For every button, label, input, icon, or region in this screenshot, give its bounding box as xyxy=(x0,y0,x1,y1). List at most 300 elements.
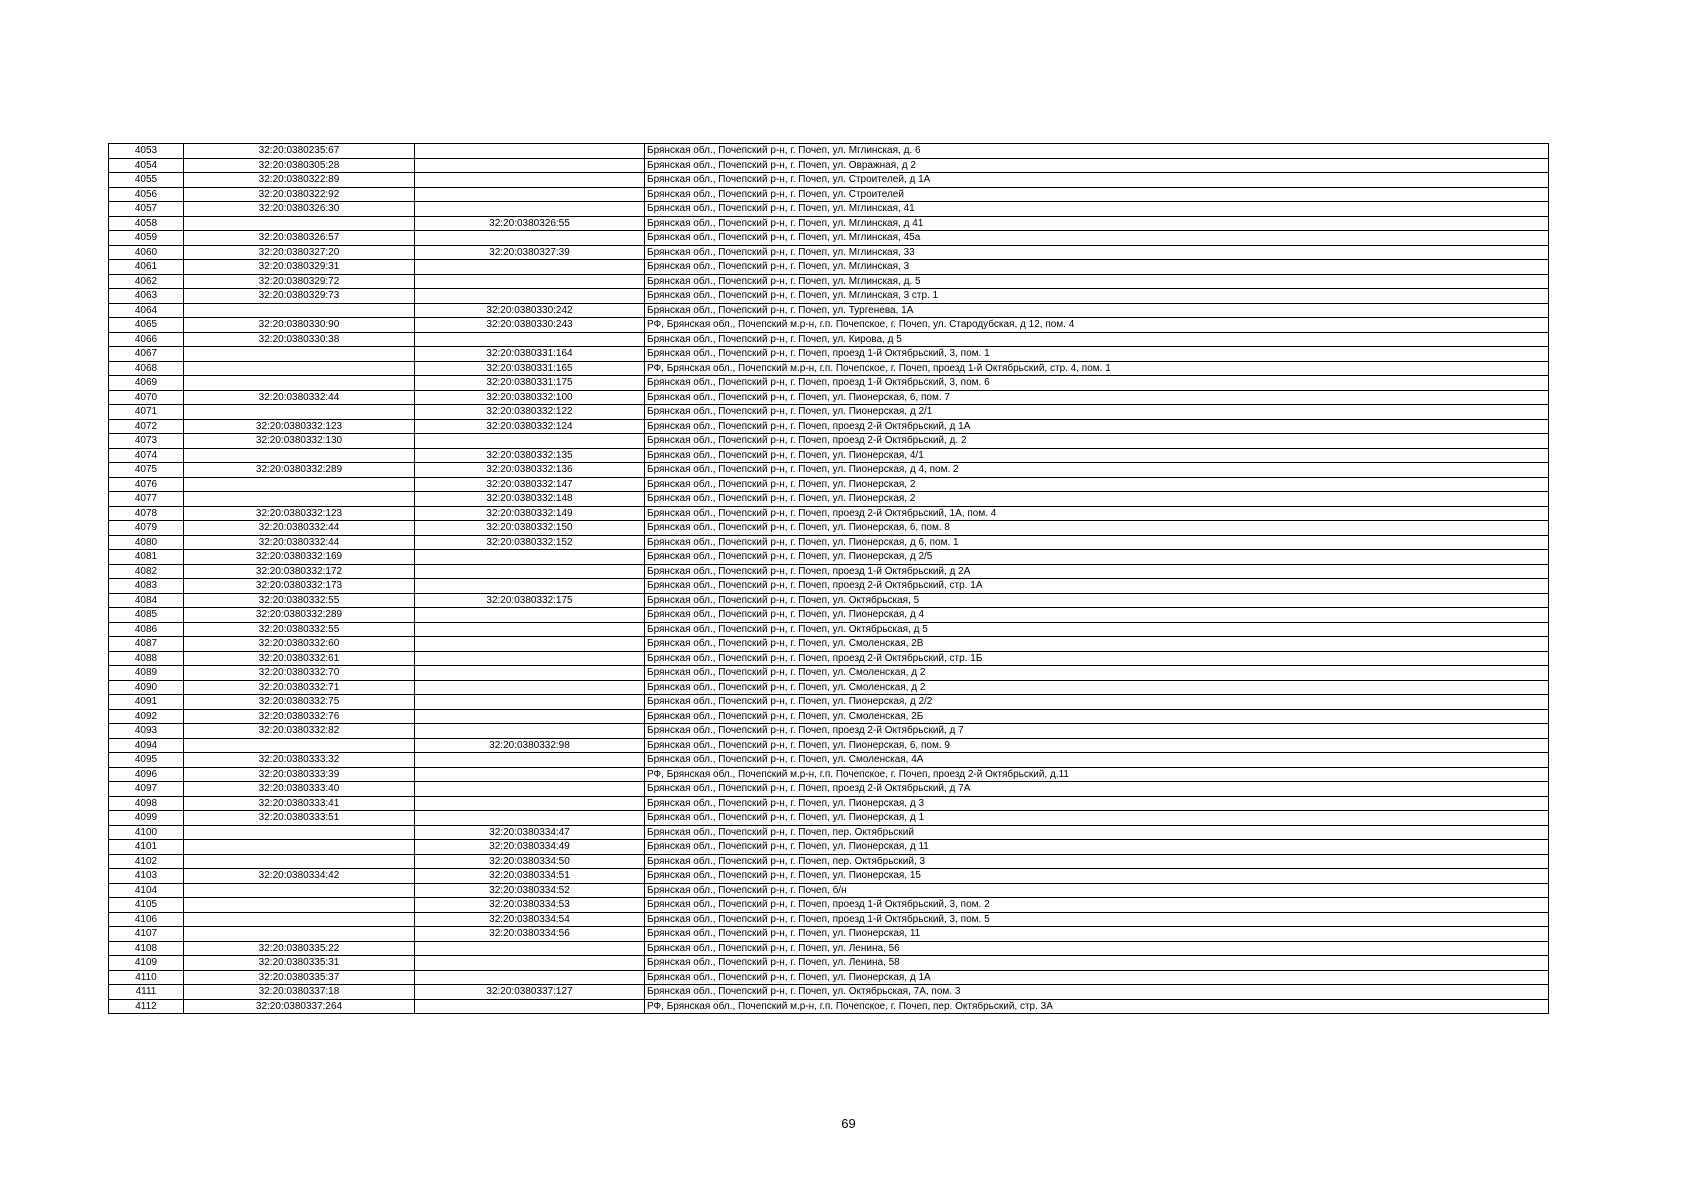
object-cadastral-number-cell: 32:20:0380334:52 xyxy=(415,883,645,898)
address-cell: Брянская обл., Почепский р-н, г. Почеп, проезд 1-й Октябрьский, д 2А xyxy=(645,564,1549,579)
row-number-cell: 4070 xyxy=(109,390,184,405)
address-cell: Брянская обл., Почепский р-н, г. Почеп, ул. Кирова, д 5 xyxy=(645,332,1549,347)
object-cadastral-number-cell xyxy=(415,666,645,681)
row-number-cell: 4054 xyxy=(109,158,184,173)
object-cadastral-number-cell: 32:20:0380332:149 xyxy=(415,506,645,521)
cadastral-number-cell: 32:20:0380332:55 xyxy=(184,593,415,608)
object-cadastral-number-cell: 32:20:0380332:135 xyxy=(415,448,645,463)
cadastral-number-cell: 32:20:0380329:31 xyxy=(184,260,415,275)
cadastral-number-cell xyxy=(184,448,415,463)
address-cell: Брянская обл., Почепский р-н, г. Почеп, ул. Мглинская, д. 6 xyxy=(645,144,1549,159)
address-cell: Брянская обл., Почепский р-н, г. Почеп, ул. Пионерская, д 1 xyxy=(645,811,1549,826)
table-row xyxy=(109,941,1549,956)
table-row xyxy=(109,767,1549,782)
object-cadastral-number-cell: 32:20:0380334:50 xyxy=(415,854,645,869)
address-cell: Брянская обл., Почепский р-н, г. Почеп, ул. Пионерская, 11 xyxy=(645,927,1549,942)
object-cadastral-number-cell: 32:20:0380332:136 xyxy=(415,463,645,478)
row-number-cell: 4053 xyxy=(109,144,184,159)
object-cadastral-number-cell xyxy=(415,811,645,826)
object-cadastral-number-cell xyxy=(415,202,645,217)
cadastral-number-cell xyxy=(184,477,415,492)
address-cell: Брянская обл., Почепский р-н, г. Почеп, ул. Мглинская, 33 xyxy=(645,245,1549,260)
table-row xyxy=(109,376,1549,391)
table-row xyxy=(109,782,1549,797)
row-number-cell: 4066 xyxy=(109,332,184,347)
object-cadastral-number-cell xyxy=(415,709,645,724)
address-cell: Брянская обл., Почепский р-н, г. Почеп, ул. Мглинская, 41 xyxy=(645,202,1549,217)
address-cell: Брянская обл., Почепский р-н, г. Почеп, проезд 2-й Октябрьский, стр. 1Б xyxy=(645,651,1549,666)
row-number-cell: 4061 xyxy=(109,260,184,275)
object-cadastral-number-cell xyxy=(415,260,645,275)
cadastral-number-cell: 32:20:0380332:60 xyxy=(184,637,415,652)
row-number-cell: 4087 xyxy=(109,637,184,652)
table-row xyxy=(109,680,1549,695)
table-row xyxy=(109,956,1549,971)
table-row xyxy=(109,144,1549,159)
row-number-cell: 4088 xyxy=(109,651,184,666)
table-row xyxy=(109,753,1549,768)
row-number-cell: 4093 xyxy=(109,724,184,739)
address-cell: Брянская обл., Почепский р-н, г. Почеп, ул. Овражная, д 2 xyxy=(645,158,1549,173)
table-row xyxy=(109,970,1549,985)
cadastral-number-cell: 32:20:0380335:22 xyxy=(184,941,415,956)
row-number-cell: 4103 xyxy=(109,869,184,884)
cadastral-number-cell: 32:20:0380333:41 xyxy=(184,796,415,811)
row-number-cell: 4102 xyxy=(109,854,184,869)
table-row xyxy=(109,173,1549,188)
row-number-cell: 4063 xyxy=(109,289,184,304)
address-cell: Брянская обл., Почепский р-н, г. Почеп, ул. Ленина, 58 xyxy=(645,956,1549,971)
object-cadastral-number-cell: 32:20:0380332:122 xyxy=(415,405,645,420)
row-number-cell: 4068 xyxy=(109,361,184,376)
address-cell: Брянская обл., Почепский р-н, г. Почеп, проезд 2-й Октябрьский, д 1А xyxy=(645,419,1549,434)
row-number-cell: 4108 xyxy=(109,941,184,956)
table-row xyxy=(109,637,1549,652)
cadastral-number-cell: 32:20:0380333:39 xyxy=(184,767,415,782)
object-cadastral-number-cell xyxy=(415,332,645,347)
object-cadastral-number-cell xyxy=(415,550,645,565)
address-cell: РФ, Брянская обл., Почепский м.р-н, г.п. Почепское, г. Почеп, ул. Стародубская, д 12, пом. 4 xyxy=(645,318,1549,333)
address-cell: Брянская обл., Почепский р-н, г. Почеп, ул. Пионерская, д 1А xyxy=(645,970,1549,985)
object-cadastral-number-cell xyxy=(415,767,645,782)
cadastral-number-cell xyxy=(184,405,415,420)
address-cell: Брянская обл., Почепский р-н, г. Почеп, ул. Мглинская, 3 стр. 1 xyxy=(645,289,1549,304)
table-row xyxy=(109,521,1549,536)
row-number-cell: 4098 xyxy=(109,796,184,811)
cadastral-number-cell: 32:20:0380332:82 xyxy=(184,724,415,739)
object-cadastral-number-cell: 32:20:0380326:55 xyxy=(415,216,645,231)
row-number-cell: 4080 xyxy=(109,535,184,550)
address-cell: Брянская обл., Почепский р-н, г. Почеп, ул. Пионерская, д 4 xyxy=(645,608,1549,623)
row-number-cell: 4069 xyxy=(109,376,184,391)
cadastral-number-cell: 32:20:0380330:38 xyxy=(184,332,415,347)
address-cell: Брянская обл., Почепский р-н, г. Почеп, ул. Мглинская, 45а xyxy=(645,231,1549,246)
table-row xyxy=(109,840,1549,855)
table-row xyxy=(109,260,1549,275)
cadastral-number-cell: 32:20:0380322:89 xyxy=(184,173,415,188)
table-row xyxy=(109,869,1549,884)
table-row xyxy=(109,434,1549,449)
table-row xyxy=(109,187,1549,202)
address-cell: Брянская обл., Почепский р-н, г. Почеп, ул. Пионерская, 6, пом. 9 xyxy=(645,738,1549,753)
cadastral-number-cell xyxy=(184,738,415,753)
table-row xyxy=(109,709,1549,724)
address-cell: Брянская обл., Почепский р-н, г. Почеп, ул. Пионерская, 6, пом. 8 xyxy=(645,521,1549,536)
address-cell: Брянская обл., Почепский р-н, г. Почеп, ул. Строителей, д 1А xyxy=(645,173,1549,188)
address-cell: Брянская обл., Почепский р-н, г. Почеп, ул. Мглинская, 3 xyxy=(645,260,1549,275)
table-row xyxy=(109,883,1549,898)
cadastral-number-cell xyxy=(184,303,415,318)
row-number-cell: 4055 xyxy=(109,173,184,188)
table-row xyxy=(109,303,1549,318)
address-cell: Брянская обл., Почепский р-н, г. Почеп, ул. Мглинская, д. 5 xyxy=(645,274,1549,289)
row-number-cell: 4062 xyxy=(109,274,184,289)
row-number-cell: 4092 xyxy=(109,709,184,724)
address-cell: Брянская обл., Почепский р-н, г. Почеп, ул. Пионерская, 6, пом. 7 xyxy=(645,390,1549,405)
table-row xyxy=(109,825,1549,840)
cadastral-number-cell: 32:20:0380332:61 xyxy=(184,651,415,666)
object-cadastral-number-cell xyxy=(415,187,645,202)
table-row xyxy=(109,695,1549,710)
table-row xyxy=(109,361,1549,376)
cadastral-number-cell xyxy=(184,492,415,507)
cadastral-number-cell: 32:20:0380332:44 xyxy=(184,521,415,536)
cadastral-number-cell: 32:20:0380330:90 xyxy=(184,318,415,333)
table-row xyxy=(109,405,1549,420)
table-row xyxy=(109,724,1549,739)
row-number-cell: 4058 xyxy=(109,216,184,231)
address-cell: Брянская обл., Почепский р-н, г. Почеп, ул. Октябрьская, 7А, пом. 3 xyxy=(645,985,1549,1000)
object-cadastral-number-cell xyxy=(415,970,645,985)
address-cell: Брянская обл., Почепский р-н, г. Почеп, ул. Тургенева, 1А xyxy=(645,303,1549,318)
address-cell: Брянская обл., Почепский р-н, г. Почеп, ул. Пионерская, д 4, пом. 2 xyxy=(645,463,1549,478)
table-row xyxy=(109,158,1549,173)
cadastral-number-cell xyxy=(184,376,415,391)
cadastral-number-cell xyxy=(184,898,415,913)
table-row xyxy=(109,448,1549,463)
table-row xyxy=(109,927,1549,942)
address-cell: РФ, Брянская обл., Почепский м.р-н, г.п. Почепское, г. Почеп, пер. Октябрьский, стр. 3А xyxy=(645,999,1549,1014)
row-number-cell: 4078 xyxy=(109,506,184,521)
row-number-cell: 4085 xyxy=(109,608,184,623)
address-cell: Брянская обл., Почепский р-н, г. Почеп, ул. Октябрьская, 5 xyxy=(645,593,1549,608)
cadastral-number-cell xyxy=(184,347,415,362)
object-cadastral-number-cell xyxy=(415,680,645,695)
table-row xyxy=(109,912,1549,927)
address-cell: Брянская обл., Почепский р-н, г. Почеп, проезд 1-й Октябрьский, 3, пом. 5 xyxy=(645,912,1549,927)
cadastral-number-cell xyxy=(184,361,415,376)
object-cadastral-number-cell xyxy=(415,956,645,971)
cadastral-number-cell: 32:20:0380329:73 xyxy=(184,289,415,304)
row-number-cell: 4079 xyxy=(109,521,184,536)
table-row xyxy=(109,666,1549,681)
cadastral-number-cell: 32:20:0380327:20 xyxy=(184,245,415,260)
object-cadastral-number-cell: 32:20:0380332:98 xyxy=(415,738,645,753)
address-cell: Брянская обл., Почепский р-н, г. Почеп, ул. Пионерская, 15 xyxy=(645,869,1549,884)
cadastral-number-cell: 32:20:0380332:289 xyxy=(184,608,415,623)
table-row xyxy=(109,332,1549,347)
table-row xyxy=(109,390,1549,405)
object-cadastral-number-cell xyxy=(415,724,645,739)
address-cell: Брянская обл., Почепский р-н, г. Почеп, проезд 2-й Октябрьский, 1А, пом. 4 xyxy=(645,506,1549,521)
cadastral-number-cell xyxy=(184,927,415,942)
object-cadastral-number-cell: 32:20:0380327:39 xyxy=(415,245,645,260)
table-row xyxy=(109,419,1549,434)
object-cadastral-number-cell: 32:20:0380332:148 xyxy=(415,492,645,507)
address-cell: Брянская обл., Почепский р-н, г. Почеп, ул. Ленина, 56 xyxy=(645,941,1549,956)
cadastral-number-cell: 32:20:0380333:32 xyxy=(184,753,415,768)
address-cell: Брянская обл., Почепский р-н, г. Почеп, ул. Пионерская, д 6, пом. 1 xyxy=(645,535,1549,550)
cadastral-number-cell: 32:20:0380332:289 xyxy=(184,463,415,478)
registry-table-body xyxy=(109,144,1549,1014)
table-row xyxy=(109,463,1549,478)
table-row xyxy=(109,477,1549,492)
cadastral-number-cell: 32:20:0380335:31 xyxy=(184,956,415,971)
object-cadastral-number-cell: 32:20:0380330:243 xyxy=(415,318,645,333)
row-number-cell: 4104 xyxy=(109,883,184,898)
address-cell: Брянская обл., Почепский р-н, г. Почеп, ул. Пионерская, д 2/2 xyxy=(645,695,1549,710)
object-cadastral-number-cell: 32:20:0380337:127 xyxy=(415,985,645,1000)
row-number-cell: 4084 xyxy=(109,593,184,608)
row-number-cell: 4073 xyxy=(109,434,184,449)
object-cadastral-number-cell xyxy=(415,622,645,637)
row-number-cell: 4101 xyxy=(109,840,184,855)
row-number-cell: 4076 xyxy=(109,477,184,492)
table-row xyxy=(109,318,1549,333)
object-cadastral-number-cell xyxy=(415,173,645,188)
object-cadastral-number-cell xyxy=(415,434,645,449)
cadastral-number-cell: 32:20:0380332:172 xyxy=(184,564,415,579)
row-number-cell: 4089 xyxy=(109,666,184,681)
registry-table xyxy=(108,143,1549,1014)
object-cadastral-number-cell xyxy=(415,289,645,304)
address-cell: РФ, Брянская обл., Почепский м.р-н, г.п. Почепское, г. Почеп, проезд 2-й Октябрьский, д.11 xyxy=(645,767,1549,782)
table-row xyxy=(109,492,1549,507)
table-row xyxy=(109,564,1549,579)
row-number-cell: 4077 xyxy=(109,492,184,507)
cadastral-number-cell: 32:20:0380334:42 xyxy=(184,869,415,884)
address-cell: Брянская обл., Почепский р-н, г. Почеп, ул. Пионерская, д 3 xyxy=(645,796,1549,811)
row-number-cell: 4112 xyxy=(109,999,184,1014)
table-row xyxy=(109,985,1549,1000)
cadastral-number-cell xyxy=(184,883,415,898)
table-row xyxy=(109,854,1549,869)
cadastral-number-cell: 32:20:0380335:37 xyxy=(184,970,415,985)
cadastral-number-cell: 32:20:0380305:28 xyxy=(184,158,415,173)
row-number-cell: 4074 xyxy=(109,448,184,463)
table-row xyxy=(109,651,1549,666)
cadastral-number-cell: 32:20:0380332:130 xyxy=(184,434,415,449)
cadastral-number-cell: 32:20:0380332:123 xyxy=(184,419,415,434)
address-cell: Брянская обл., Почепский р-н, г. Почеп, проезд 2-й Октябрьский, д. 2 xyxy=(645,434,1549,449)
object-cadastral-number-cell xyxy=(415,274,645,289)
address-cell: Брянская обл., Почепский р-н, г. Почеп, ул. Смоленская, 2В xyxy=(645,637,1549,652)
cadastral-number-cell: 32:20:0380332:55 xyxy=(184,622,415,637)
row-number-cell: 4095 xyxy=(109,753,184,768)
row-number-cell: 4110 xyxy=(109,970,184,985)
address-cell: Брянская обл., Почепский р-н, г. Почеп, ул. Строителей xyxy=(645,187,1549,202)
row-number-cell: 4072 xyxy=(109,419,184,434)
table-row xyxy=(109,550,1549,565)
table-row xyxy=(109,999,1549,1014)
object-cadastral-number-cell xyxy=(415,637,645,652)
address-cell: Брянская обл., Почепский р-н, г. Почеп, ул. Октябрьская, д 5 xyxy=(645,622,1549,637)
row-number-cell: 4097 xyxy=(109,782,184,797)
address-cell: Брянская обл., Почепский р-н, г. Почеп, ул. Мглинская, д 41 xyxy=(645,216,1549,231)
table-row xyxy=(109,506,1549,521)
table-row xyxy=(109,245,1549,260)
row-number-cell: 4057 xyxy=(109,202,184,217)
object-cadastral-number-cell xyxy=(415,796,645,811)
table-row xyxy=(109,608,1549,623)
object-cadastral-number-cell xyxy=(415,564,645,579)
row-number-cell: 4109 xyxy=(109,956,184,971)
object-cadastral-number-cell: 32:20:0380330:242 xyxy=(415,303,645,318)
table-row xyxy=(109,811,1549,826)
cadastral-number-cell: 32:20:0380332:123 xyxy=(184,506,415,521)
row-number-cell: 4096 xyxy=(109,767,184,782)
row-number-cell: 4086 xyxy=(109,622,184,637)
cadastral-number-cell xyxy=(184,825,415,840)
address-cell: Брянская обл., Почепский р-н, г. Почеп, ул. Пионерская, д 2/5 xyxy=(645,550,1549,565)
cadastral-number-cell: 32:20:0380332:173 xyxy=(184,579,415,594)
cadastral-number-cell: 32:20:0380332:169 xyxy=(184,550,415,565)
row-number-cell: 4064 xyxy=(109,303,184,318)
table-row xyxy=(109,593,1549,608)
table-row xyxy=(109,738,1549,753)
object-cadastral-number-cell: 32:20:0380332:100 xyxy=(415,390,645,405)
row-number-cell: 4065 xyxy=(109,318,184,333)
row-number-cell: 4090 xyxy=(109,680,184,695)
object-cadastral-number-cell: 32:20:0380332:150 xyxy=(415,521,645,536)
row-number-cell: 4099 xyxy=(109,811,184,826)
cadastral-number-cell: 32:20:0380333:51 xyxy=(184,811,415,826)
address-cell: Брянская обл., Почепский р-н, г. Почеп, проезд 2-й Октябрьский, д 7А xyxy=(645,782,1549,797)
table-row xyxy=(109,231,1549,246)
table-row xyxy=(109,579,1549,594)
cadastral-number-cell: 32:20:0380332:71 xyxy=(184,680,415,695)
address-cell: Брянская обл., Почепский р-н, г. Почеп, пер. Октябрьский xyxy=(645,825,1549,840)
table-row xyxy=(109,535,1549,550)
row-number-cell: 4107 xyxy=(109,927,184,942)
address-cell: Брянская обл., Почепский р-н, г. Почеп, проезд 1-й Октябрьский, 3, пом. 6 xyxy=(645,376,1549,391)
row-number-cell: 4091 xyxy=(109,695,184,710)
cadastral-number-cell: 32:20:0380332:44 xyxy=(184,535,415,550)
row-number-cell: 4067 xyxy=(109,347,184,362)
address-cell: Брянская обл., Почепский р-н, г. Почеп, проезд 2-й Октябрьский, д 7 xyxy=(645,724,1549,739)
cadastral-number-cell xyxy=(184,216,415,231)
table-row xyxy=(109,347,1549,362)
object-cadastral-number-cell xyxy=(415,158,645,173)
row-number-cell: 4083 xyxy=(109,579,184,594)
object-cadastral-number-cell: 32:20:0380334:47 xyxy=(415,825,645,840)
table-row xyxy=(109,622,1549,637)
table-row xyxy=(109,289,1549,304)
object-cadastral-number-cell: 32:20:0380332:147 xyxy=(415,477,645,492)
cadastral-number-cell: 32:20:0380329:72 xyxy=(184,274,415,289)
row-number-cell: 4111 xyxy=(109,985,184,1000)
object-cadastral-number-cell xyxy=(415,999,645,1014)
cadastral-number-cell: 32:20:0380333:40 xyxy=(184,782,415,797)
cadastral-number-cell xyxy=(184,840,415,855)
address-cell: Брянская обл., Почепский р-н, г. Почеп, проезд 2-й Октябрьский, стр. 1А xyxy=(645,579,1549,594)
cadastral-number-cell: 32:20:0380332:76 xyxy=(184,709,415,724)
cadastral-number-cell: 32:20:0380337:264 xyxy=(184,999,415,1014)
cadastral-number-cell: 32:20:0380322:92 xyxy=(184,187,415,202)
cadastral-number-cell: 32:20:0380332:75 xyxy=(184,695,415,710)
object-cadastral-number-cell xyxy=(415,231,645,246)
address-cell: Брянская обл., Почепский р-н, г. Почеп, ул. Пионерская, д 2/1 xyxy=(645,405,1549,420)
row-number-cell: 4081 xyxy=(109,550,184,565)
cadastral-number-cell: 32:20:0380332:44 xyxy=(184,390,415,405)
address-cell: Брянская обл., Почепский р-н, г. Почеп, ул. Смоленская, 2Б xyxy=(645,709,1549,724)
cadastral-number-cell xyxy=(184,854,415,869)
row-number-cell: 4100 xyxy=(109,825,184,840)
object-cadastral-number-cell xyxy=(415,941,645,956)
row-number-cell: 4056 xyxy=(109,187,184,202)
object-cadastral-number-cell: 32:20:0380331:175 xyxy=(415,376,645,391)
object-cadastral-number-cell xyxy=(415,651,645,666)
object-cadastral-number-cell: 32:20:0380334:56 xyxy=(415,927,645,942)
object-cadastral-number-cell xyxy=(415,144,645,159)
page-number: 69 xyxy=(841,1116,856,1131)
object-cadastral-number-cell: 32:20:0380332:175 xyxy=(415,593,645,608)
cadastral-number-cell: 32:20:0380332:70 xyxy=(184,666,415,681)
address-cell: Брянская обл., Почепский р-н, г. Почеп, ул. Пионерская, 2 xyxy=(645,477,1549,492)
address-cell: Брянская обл., Почепский р-н, г. Почеп, ул. Смоленская, д 2 xyxy=(645,680,1549,695)
row-number-cell: 4060 xyxy=(109,245,184,260)
address-cell: Брянская обл., Почепский р-н, г. Почеп, б/н xyxy=(645,883,1549,898)
address-cell: Брянская обл., Почепский р-н, г. Почеп, ул. Пионерская, 2 xyxy=(645,492,1549,507)
object-cadastral-number-cell: 32:20:0380331:164 xyxy=(415,347,645,362)
table-row xyxy=(109,216,1549,231)
address-cell: Брянская обл., Почепский р-н, г. Почеп, пер. Октябрьский, 3 xyxy=(645,854,1549,869)
row-number-cell: 4094 xyxy=(109,738,184,753)
object-cadastral-number-cell xyxy=(415,753,645,768)
cadastral-number-cell: 32:20:0380326:30 xyxy=(184,202,415,217)
address-cell: Брянская обл., Почепский р-н, г. Почеп, ул. Пионерская, 4/1 xyxy=(645,448,1549,463)
object-cadastral-number-cell: 32:20:0380334:54 xyxy=(415,912,645,927)
address-cell: Брянская обл., Почепский р-н, г. Почеп, ул. Смоленская, 4А xyxy=(645,753,1549,768)
object-cadastral-number-cell xyxy=(415,579,645,594)
object-cadastral-number-cell: 32:20:0380334:49 xyxy=(415,840,645,855)
address-cell: Брянская обл., Почепский р-н, г. Почеп, ул. Смоленская, д 2 xyxy=(645,666,1549,681)
row-number-cell: 4106 xyxy=(109,912,184,927)
cadastral-number-cell: 32:20:0380326:57 xyxy=(184,231,415,246)
cadastral-number-cell: 32:20:0380337:18 xyxy=(184,985,415,1000)
table-row xyxy=(109,202,1549,217)
table-row xyxy=(109,796,1549,811)
object-cadastral-number-cell: 32:20:0380334:53 xyxy=(415,898,645,913)
object-cadastral-number-cell xyxy=(415,608,645,623)
object-cadastral-number-cell: 32:20:0380331:165 xyxy=(415,361,645,376)
object-cadastral-number-cell: 32:20:0380332:124 xyxy=(415,419,645,434)
object-cadastral-number-cell: 32:20:0380334:51 xyxy=(415,869,645,884)
row-number-cell: 4105 xyxy=(109,898,184,913)
table-row xyxy=(109,274,1549,289)
table-row xyxy=(109,898,1549,913)
address-cell: Брянская обл., Почепский р-н, г. Почеп, ул. Пионерская, д 11 xyxy=(645,840,1549,855)
row-number-cell: 4082 xyxy=(109,564,184,579)
object-cadastral-number-cell: 32:20:0380332:152 xyxy=(415,535,645,550)
object-cadastral-number-cell xyxy=(415,782,645,797)
row-number-cell: 4059 xyxy=(109,231,184,246)
row-number-cell: 4075 xyxy=(109,463,184,478)
address-cell: Брянская обл., Почепский р-н, г. Почеп, проезд 1-й Октябрьский, 3, пом. 2 xyxy=(645,898,1549,913)
address-cell: РФ, Брянская обл., Почепский м.р-н, г.п. Почепское, г. Почеп, проезд 1-й Октябрьский, стр. 4, пом. 1 xyxy=(645,361,1549,376)
row-number-cell: 4071 xyxy=(109,405,184,420)
cadastral-number-cell: 32:20:0380235:67 xyxy=(184,144,415,159)
